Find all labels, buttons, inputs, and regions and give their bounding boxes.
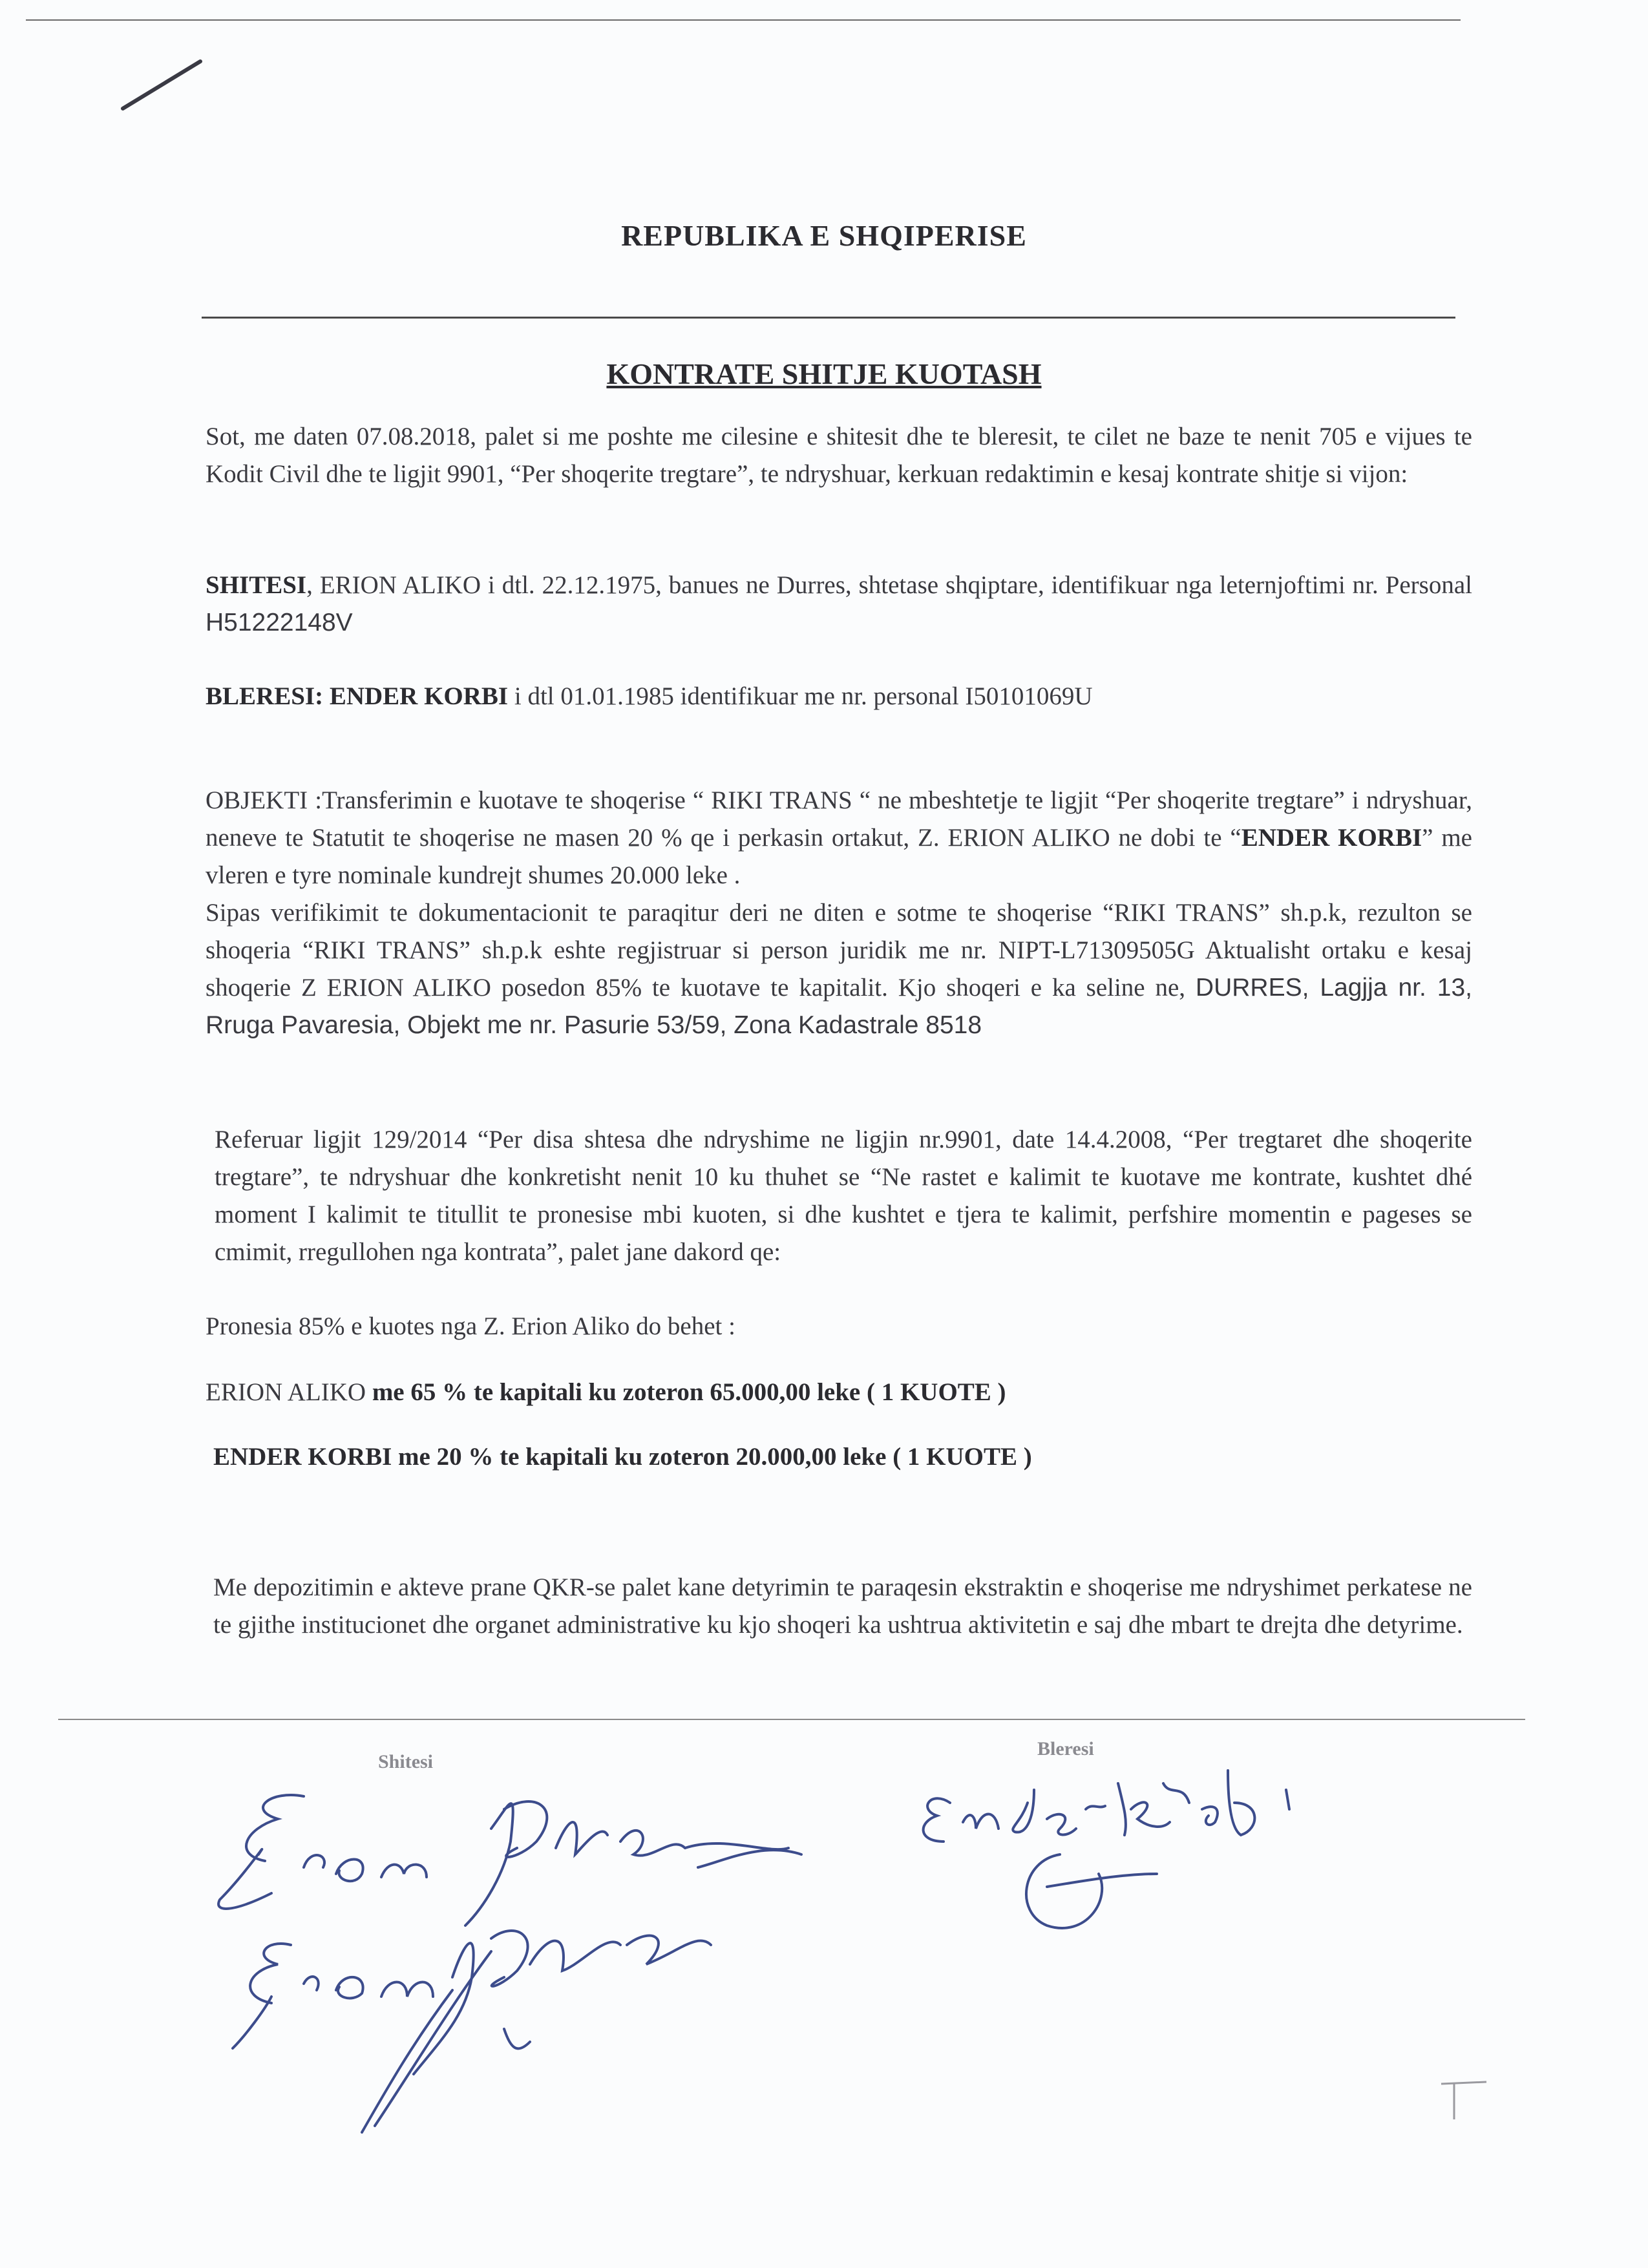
object-text-3: Sipas verifikimit te dokumentacionit te paraqitur deri ne diten e sotme te shoqerise “RIKI TRANS” sh.p.k, rezulton se shoqeria “RIKI TRANS” sh.p.k eshte regjistruar si person juridik me nr. NIPT-L71309505G Aktualisht ortaku e kesaj shoqerie Z ERION ALIKO posedon 85% te kuotave te kapitalit. Kjo shoqeri e ka seline ne, (206, 899, 1472, 1002)
share-ender-korbi (213, 1442, 1032, 1471)
seller-signature-1 (218, 1795, 801, 1926)
scan-mark-bottom-right (1441, 2082, 1486, 2119)
object-text-1: OBJEKTI :Transferimin e kuotave te shoqerise “ RIKI TRANS “ ne mbeshtetje te ligjit “Per shoqerite tregtare” i ndryshuar, neneve te Statutit te shoqerise ne masen 20 % qe i perkasin ortakut, Z. ERION ALIKO ne dobi te “ (206, 786, 1472, 852)
company-address: DURRES, Lagjja nr. 13, Rruga Pavaresia, Objekt me nr. Pasurie 53/59, Zona Kadastrale 8518 (206, 974, 1472, 1039)
seller-signature-2 (233, 1931, 711, 2132)
title-divider (202, 317, 1455, 319)
buyer-paragraph (206, 682, 1093, 711)
seller-personal-id: H51222148V (206, 609, 353, 636)
intro-paragraph: Sot, me daten 07.08.2018, palet si me poshte me cilesine e shitesit dhe te bleresit, te cilet ne baze te nenit 705 e vijues te Kodit Civil dhe te ligjit 9901, “Per shoqerite tregtare”, te ndryshuar, kerkuan redaktimin e kesaj kontrate shitje si vijon: (206, 423, 1472, 488)
buyer-signature (924, 1770, 1289, 1928)
seller-paragraph (206, 567, 1472, 642)
buyer-details: i dtl 01.01.1985 identifikuar me nr. personal I50101069U (508, 682, 1093, 710)
ownership-line: Pronesia 85% e kuotes nga Z. Erion Aliko do behet : (206, 1312, 735, 1340)
share-erion-aliko (206, 1378, 1006, 1407)
share-erion-name: ERION ALIKO (206, 1378, 372, 1406)
buyer-signature-label: Bleresi (1037, 1738, 1094, 1759)
buyer-label: BLERESI: ENDER KORBI (206, 682, 509, 710)
closing-paragraph: Me depozitimin e akteve prane QKR-se palet kane detyrimin te paraqesin ekstraktin e shoqerise me ndryshimet perkatese ne te gjithe institucionet dhe organet administrative ku kjo shoqeri ka ushtrua aktivitetin e saj dhe mbart te drejta dhe detyrime. (213, 1573, 1472, 1639)
top-left-pen-stroke (123, 61, 200, 109)
contract-heading: KONTRATE SHITJE KUOTASH (606, 357, 1042, 390)
seller-signature-label: Shitesi (378, 1751, 434, 1772)
seller-label: SHITESI (206, 571, 307, 599)
object-paragraph (206, 782, 1472, 1044)
object-buyer-name: ENDER KORBI (1241, 824, 1422, 852)
object-text-2: ” me vleren e tyre nominale kundrejt shumes 20.000 leke . (206, 824, 1472, 889)
share-erion-detail: me 65 % te kapitali ku zoteron 65.000,00 leke ( 1 KUOTE ) (372, 1378, 1006, 1406)
reference-paragraph: Referuar ligjit 129/2014 “Per disa shtesa dhe ndryshime ne ligjin nr.9901, date 14.4.2008, “Per tregtaret dhe shoqerite tregtare”, te ndryshuar dhe konkretisht nenit 10 ku thuhet se “Ne rastet e kalimit te kuotave me kontrate, kushtet dhé moment I kalimit te titullit te pronesise mbi kuoten, si dhe kushtet e tjera te kalimit, perfshire momentin e pageses se cmimit, rregullohen nga kontrata”, palet jane dakord qe: (215, 1126, 1472, 1266)
share-ender-text: ENDER KORBI me 20 % te kapitali ku zoteron 20.000,00 leke ( 1 KUOTE ) (213, 1443, 1032, 1471)
seller-details: , ERION ALIKO i dtl. 22.12.1975, banues ne Durres, shtetase shqiptare, identifikuar nga leternjoftimi nr. Personal (306, 571, 1472, 599)
document-title: REPUBLIKA E SHQIPERISE (621, 219, 1027, 252)
signature-divider (58, 1719, 1525, 1720)
